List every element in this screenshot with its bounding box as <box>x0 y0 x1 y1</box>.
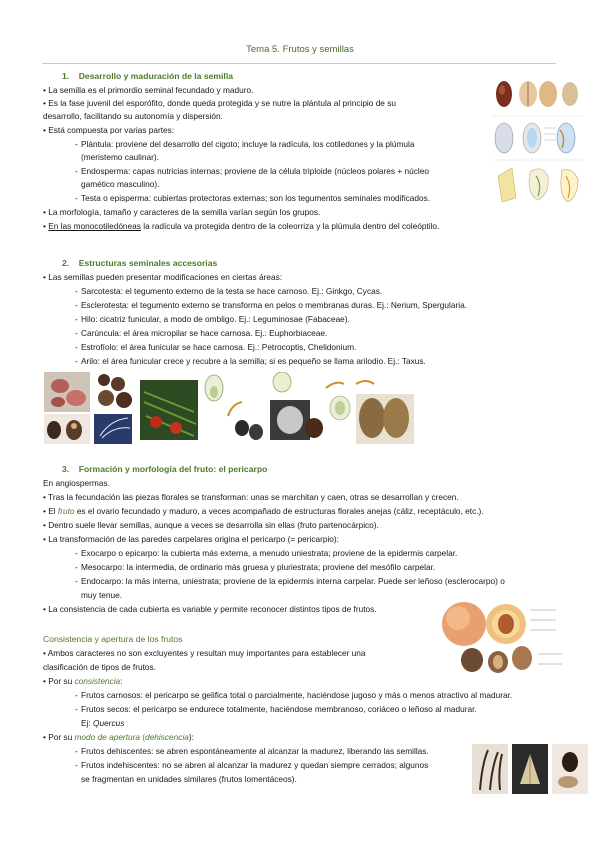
dash: - <box>75 328 78 338</box>
seed-anatomy-drawing <box>490 72 586 212</box>
s1-bullet-3: • Está compuesta por varias partes: <box>43 125 175 135</box>
s2-item-esclerotesta: Esclerotesta: el tegumento externo se transforma en pelos o membranas duras. Ej.: Nerium, Spergularia. <box>81 300 467 310</box>
section-4-heading: Consistencia y apertura de los frutos <box>43 634 183 644</box>
s1-bullet-4: • La morfología, tamaño y caracteres de la semilla varían según los grupos. <box>43 207 321 217</box>
title-divider <box>42 63 556 64</box>
dash: - <box>75 139 78 149</box>
s1-part-testa: Testa o episperma: cubiertas protectoras externas; son los tegumentos seminales modificados. <box>81 193 431 203</box>
s3-endocarpo-b: muy tenue. <box>81 590 123 600</box>
s3-line-1: En angiospermas. <box>43 478 110 488</box>
s2-item-sarcotesta: Sarcotesta: el tegumento externo de la testa se hace carnoso. Ej.: Ginkgo, Cycas. <box>81 286 383 296</box>
s3-mesocarpo: Mesocarpo: la intermedia, de ordinario más gruesa y pluriestrata; proviene del mesófilo carpelar. <box>81 562 436 572</box>
s4-dehiscentes: Frutos dehiscentes: se abren espontáneamente al alcanzar la madurez, liberando las semillas. <box>81 746 429 756</box>
s4-line-1b: clasificación de tipos de frutos. <box>43 662 156 672</box>
s3-line-4: • Dentro suele llevar semillas, aunque a veces se desarrolla sin ellas (fruto partenocárpico). <box>43 520 379 530</box>
s4-carnosos: Frutos carnosos: el pericarpo se gelifica total o parcialmente, haciéndose jugoso y más o menos atractivo al madurar. <box>81 690 513 700</box>
s4-indehiscentes-b: se fragmentan en unidades similares (frutos lomentáceos). <box>81 774 297 784</box>
s1-part-endosperma-a: Endosperma: capas nutricias internas; proviene de la célula triploide (núcleos polares + núcleo <box>81 166 429 176</box>
s2-item-caruncula: Carúncula: el área micropilar se hace carnosa. Ej.: Euphorbiaceae. <box>81 328 328 338</box>
dash: - <box>75 193 78 203</box>
s2-item-hilo: Hilo: cicatriz funicular, a modo de ombligo. Ej.: Leguminosae (Fabaceae). <box>81 314 350 324</box>
s3-exocarpo: Exocarpo o epicarpo: la cubierta más externa, a menudo uniestrata; proviene de la epidermis carpelar. <box>81 548 458 558</box>
s1-bullet-2a: • Es la fase juvenil del esporófito, donde queda protegida y se nutre la plántula al principio de su <box>43 98 396 108</box>
s2-bullet-1: • Las semillas pueden presentar modificaciones en ciertas áreas: <box>43 272 283 282</box>
s1-bullet-1: • La semilla es el primordio seminal fecundado y maduro. <box>43 85 254 95</box>
dash: - <box>75 314 78 324</box>
dash: - <box>75 562 78 572</box>
s2-item-arilo: Arilo: el área funicular crece y recubre a la semilla; si es pequeño se llama arilodio. Ej.: Taxus. <box>81 356 426 366</box>
dash: - <box>75 704 78 714</box>
section-1-heading: 1. Desarrollo y maduración de la semilla <box>62 71 233 81</box>
s3-line-2: • Tras la fecundación las piezas florales se transforman: unas se marchitan y caen, otras se desarrollan y crecen. <box>43 492 459 502</box>
dehiscent-fruits-figure <box>470 740 590 800</box>
s4-indehiscentes-a: Frutos indehiscentes: no se abren al alcanzar la madurez y quedan siempre cerrados; algunos <box>81 760 429 770</box>
s1-bullet-2b: desarrollo, facilitando su autonomía y dispersión. <box>43 111 223 121</box>
dash: - <box>75 356 78 366</box>
s1-part-plantula-a: Plántula: proviene del desarrollo del cigoto; incluye la radícula, los cotiledones y la plúmula <box>81 139 415 149</box>
page-title: Tema 5. Frutos y semillas <box>246 44 354 55</box>
seed-anatomy-figure <box>490 72 586 212</box>
dash: - <box>75 286 78 296</box>
dash: - <box>75 760 78 770</box>
peach-pericarp-drawing <box>438 598 576 678</box>
s4-line-2: • Por su consistencia: <box>43 676 123 686</box>
section-3-heading: 3. Formación y morfología del fruto: el pericarpo <box>62 464 268 474</box>
s3-line-6: • La consistencia de cada cubierta es variable y permite reconocer distintos tipos de frutos. <box>43 604 377 614</box>
dash: - <box>75 166 78 176</box>
s1-bullet-5: • En las monocotiledóneas la radícula va protegida dentro de la coleorriza y la plúmula dentro del coleóptilo. <box>43 221 440 231</box>
s4-secos: Frutos secos: el pericarpo se endurece totalmente, haciéndose membranoso, coriáceo o leñoso al madurar. <box>81 704 477 714</box>
section-2-heading: 2. Estructuras seminales accesorias <box>62 258 218 268</box>
s3-line-3: • El fruto es el ovario fecundado y maduro, a veces acompañado de estructuras florales anejas (cáliz, receptáculo, etc.). <box>43 506 484 516</box>
s4-line-1a: • Ambos caracteres no son excluyentes y resultan muy importantes para establecer una <box>43 648 366 658</box>
dash: - <box>75 342 78 352</box>
s4-example: Ej: Quercus <box>81 718 125 728</box>
s1-part-plantula-b: (meristemo caulinar). <box>81 152 159 162</box>
s3-line-5: • La transformación de las paredes carpelares origina el pericarpo (= pericarpio): <box>43 534 339 544</box>
dash: - <box>75 746 78 756</box>
s4-line-3: • Por su modo de apertura (dehiscencia): <box>43 732 194 742</box>
accessory-structures-drawing <box>44 372 414 444</box>
dash: - <box>75 300 78 310</box>
accessory-structures-figure <box>44 372 414 444</box>
dash: - <box>75 576 78 586</box>
dash: - <box>75 548 78 558</box>
dash: - <box>75 690 78 700</box>
peach-pericarp-figure <box>438 598 576 678</box>
dehiscent-fruits-drawing <box>470 740 590 800</box>
s2-item-estrofiolo: Estrofíolo: el área funicular se hace carnosa. Ej.: Petrocoptis, Chelidonium. <box>81 342 357 352</box>
s1-part-endosperma-b: gamético masculino). <box>81 179 160 189</box>
s3-endocarpo-a: Endocarpo: la más interna, uniestrata; proviene de la epidermis interna carpelar. Puede ser leñoso (esclerocarpo) o <box>81 576 505 586</box>
